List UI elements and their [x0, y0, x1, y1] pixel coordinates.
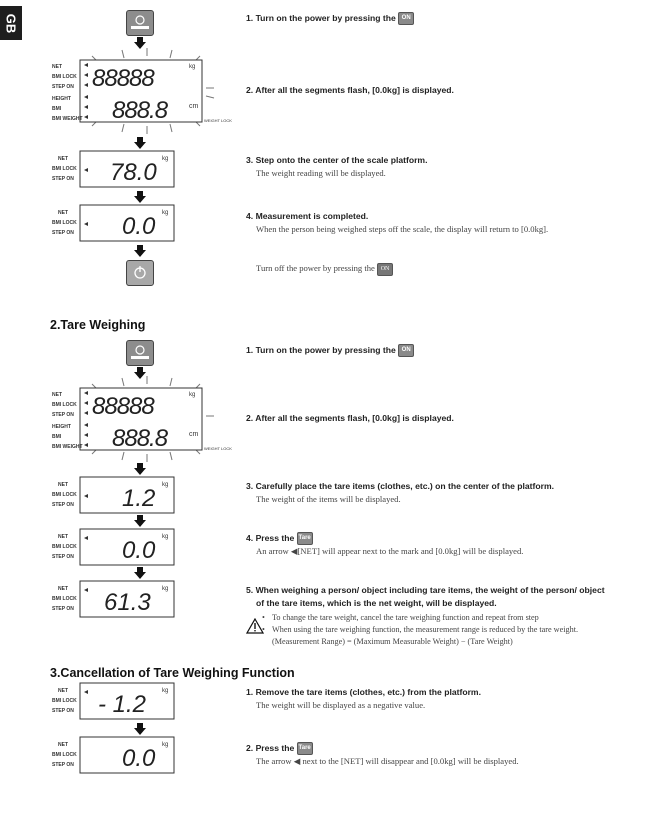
tare-reading: 1.2	[122, 485, 156, 512]
svg-text:NET: NET	[52, 392, 62, 398]
section-title-tare-weighing: 2.Tare Weighing	[50, 318, 146, 332]
weight-reading: 78.0	[110, 159, 157, 186]
svg-text:kg: kg	[162, 482, 169, 488]
small-segment-display	[52, 580, 202, 618]
label-bmi: BMI	[52, 106, 62, 112]
segment-bottom-reading: 888.8	[112, 97, 168, 124]
small-segment-display	[52, 682, 202, 720]
power-key-icon: ON	[377, 263, 393, 276]
svg-text:BMI LOCK: BMI LOCK	[52, 596, 77, 602]
tare-step-5: 5. When weighing a person/ object including tare items, the weight of the person/ object of the tare items, which is the net weight, will be displayed.	[246, 585, 605, 608]
svg-text:NET: NET	[58, 742, 68, 748]
svg-text:BMI: BMI	[52, 434, 62, 440]
svg-text:kg: kg	[162, 156, 169, 162]
svg-text:kg: kg	[162, 534, 169, 540]
zero-reading: 0.0	[122, 213, 156, 240]
svg-text:kg: kg	[162, 210, 169, 216]
svg-text:STEP ON: STEP ON	[52, 230, 74, 236]
step-3-step-on: 3. Step onto the center of the scale platform. The weight reading will be displayed.	[246, 155, 428, 178]
small-segment-display	[52, 150, 202, 188]
svg-text:STEP ON: STEP ON	[52, 762, 74, 768]
weight-lock-label: WEIGHT LOCK	[204, 118, 232, 123]
step-1-power-on: 1. Turn on the power by pressing the ON	[246, 12, 644, 25]
full-segment-display	[52, 376, 242, 462]
tare-key-icon: Tare	[297, 742, 313, 755]
power-key-icon: ON	[398, 12, 414, 25]
full-segment-display	[52, 48, 242, 134]
svg-text:0.0: 0.0	[122, 745, 156, 772]
page-language-tab: GB	[0, 6, 22, 40]
cancel-step-2: 2. Press the Tare The arrow ◀ next to the [NET] will disappear and [0.0kg] will be displayed.	[246, 743, 519, 767]
svg-text:STEP ON: STEP ON	[52, 502, 74, 508]
svg-text:kg: kg	[162, 688, 169, 694]
label-step-on: STEP ON	[52, 84, 74, 90]
svg-text:BMI LOCK: BMI LOCK	[52, 402, 77, 408]
svg-text:88888: 88888	[92, 393, 154, 420]
small-segment-display	[52, 528, 202, 566]
svg-text:kg: kg	[162, 586, 169, 592]
unit-kg: kg	[189, 64, 196, 70]
svg-text:BMI LOCK: BMI LOCK	[52, 492, 77, 498]
power-off-instruction: Turn off the power by pressing the ON	[246, 262, 644, 276]
svg-text:STEP ON: STEP ON	[52, 708, 74, 714]
power-key-icon: ON	[398, 344, 414, 357]
svg-text:NET: NET	[58, 586, 68, 592]
svg-text:BMI LOCK: BMI LOCK	[52, 544, 77, 550]
label-bmi-weight: BMI WEIGHT	[52, 116, 83, 122]
power-off-button-icon	[126, 260, 154, 286]
negative-reading: - 1.2	[98, 691, 147, 718]
label-net: NET	[52, 64, 62, 70]
unit-cm: cm	[189, 103, 199, 110]
power-button-icon	[126, 340, 154, 366]
svg-text:NET: NET	[58, 210, 68, 216]
svg-text:kg: kg	[162, 742, 169, 748]
svg-text:888.8: 888.8	[112, 425, 168, 452]
tare-step-1: 1. Turn on the power by pressing the ON	[246, 344, 644, 357]
svg-text:BMI LOCK: BMI LOCK	[52, 698, 77, 704]
step-2-segments-flash: 2. After all the segments flash, [0.0kg] is displayed.	[246, 85, 454, 95]
small-segment-display	[52, 476, 202, 514]
svg-text:STEP ON: STEP ON	[52, 176, 74, 182]
net-reading: 61.3	[104, 589, 151, 616]
svg-text:NET: NET	[58, 156, 68, 162]
svg-text:BMI LOCK: BMI LOCK	[52, 166, 77, 172]
svg-text:NET: NET	[58, 482, 68, 488]
step-4-measurement-complete: 4. Measurement is completed. When the person being weighed steps off the scale, the display will return to [0.0kg].	[246, 211, 549, 234]
small-segment-display	[52, 204, 202, 242]
svg-text:NET: NET	[58, 534, 68, 540]
tare-notes: • To change the tare weight, cancel the tare weighing function and repeat from step • When using the tare weighing function, the measurement range is reduced by the tare weight. (Measurement Range) = (Maximum Measurable Weight) − (Tare Weight)	[246, 612, 646, 648]
svg-text:HEIGHT: HEIGHT	[52, 424, 71, 430]
svg-text:BMI WEIGHT: BMI WEIGHT	[52, 444, 83, 450]
section-title-cancellation: 3.Cancellation of Tare Weighing Function	[50, 666, 295, 680]
tare-step-2: 2. After all the segments flash, [0.0kg] is displayed.	[246, 413, 454, 423]
label-bmi-lock: BMI LOCK	[52, 74, 77, 80]
power-button-icon	[126, 10, 154, 36]
svg-text:0.0: 0.0	[122, 537, 156, 564]
svg-text:BMI LOCK: BMI LOCK	[52, 752, 77, 758]
label-height: HEIGHT	[52, 96, 71, 102]
small-segment-display	[52, 736, 202, 774]
svg-text:STEP ON: STEP ON	[52, 412, 74, 418]
tare-key-icon: Tare	[297, 532, 313, 545]
svg-text:kg: kg	[189, 392, 196, 398]
segment-top-reading: 88888	[92, 65, 154, 92]
svg-text:NET: NET	[58, 688, 68, 694]
tare-step-4: 4. Press the Tare An arrow ◀[NET] will appear next to the mark and [0.0kg] will be displayed.	[246, 533, 524, 557]
cancel-step-1: 1. Remove the tare items (clothes, etc.) from the platform. The weight will be displayed as a negative value.	[246, 687, 481, 710]
svg-text:cm: cm	[189, 431, 199, 438]
tare-step-3: 3. Carefully place the tare items (clothes, etc.) on the center of the platform. The weight of the items will be displayed.	[246, 481, 555, 504]
svg-text:WEIGHT LOCK: WEIGHT LOCK	[204, 446, 232, 451]
svg-text:STEP ON: STEP ON	[52, 554, 74, 560]
svg-text:BMI LOCK: BMI LOCK	[52, 220, 77, 226]
svg-text:STEP ON: STEP ON	[52, 606, 74, 612]
